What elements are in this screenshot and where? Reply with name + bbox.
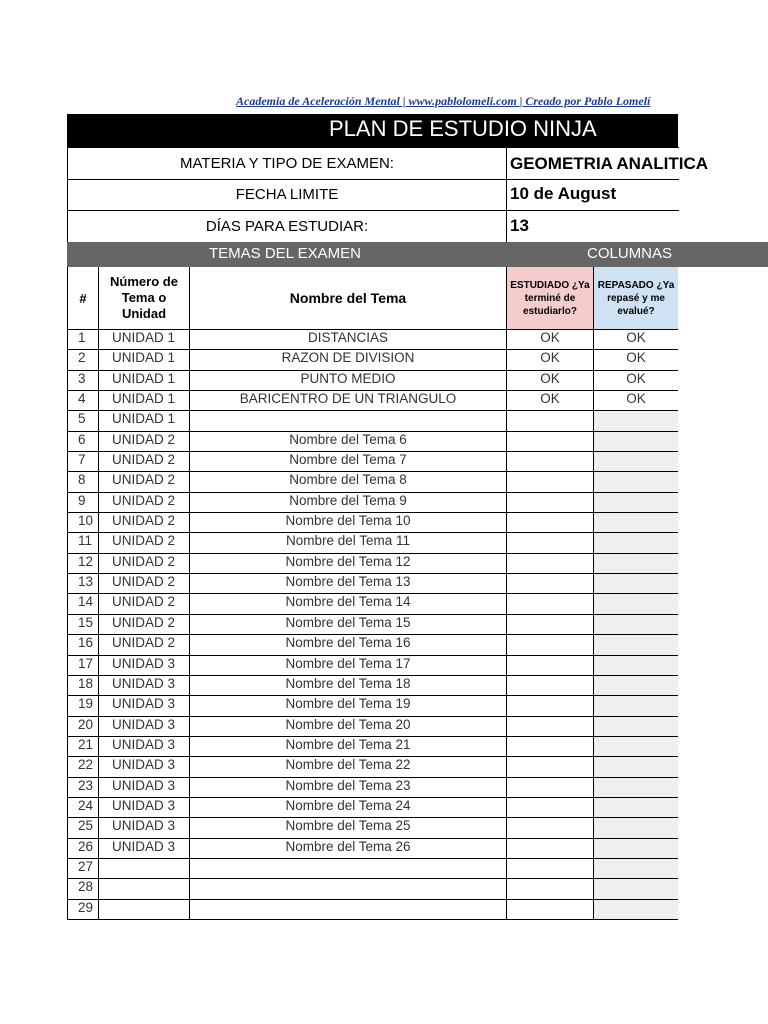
table-row bbox=[67, 371, 678, 391]
topic-name-cell[interactable]: Nombre del Tema 16 bbox=[189, 635, 506, 655]
page-title: PLAN DE ESTUDIO NINJA bbox=[329, 116, 597, 141]
unit-cell[interactable]: UNIDAD 2 bbox=[98, 554, 189, 574]
row-number[interactable]: 21 bbox=[67, 737, 98, 757]
fecha-value[interactable]: 10 de August bbox=[510, 184, 617, 203]
fecha-row bbox=[67, 178, 679, 211]
row-number[interactable]: 4 bbox=[67, 391, 98, 411]
unit-cell[interactable]: UNIDAD 1 bbox=[98, 371, 189, 391]
row-number[interactable]: 2 bbox=[67, 350, 98, 370]
table-row bbox=[67, 900, 678, 920]
table-row bbox=[67, 350, 678, 370]
row-number[interactable]: 10 bbox=[67, 513, 98, 533]
estudiado-cell[interactable] bbox=[506, 411, 593, 431]
topics-table-body bbox=[67, 330, 678, 920]
table-row bbox=[67, 737, 678, 757]
row-number[interactable]: 26 bbox=[67, 839, 98, 859]
estudiado-cell[interactable] bbox=[506, 717, 593, 737]
repasado-cell[interactable] bbox=[593, 574, 678, 594]
topic-name-cell[interactable]: Nombre del Tema 14 bbox=[189, 594, 506, 614]
table-row bbox=[67, 656, 678, 676]
unit-cell[interactable]: UNIDAD 3 bbox=[98, 676, 189, 696]
topic-name-cell[interactable]: Nombre del Tema 23 bbox=[189, 778, 506, 798]
topic-name-cell[interactable]: PUNTO MEDIO bbox=[189, 371, 506, 391]
unit-cell[interactable]: UNIDAD 1 bbox=[98, 350, 189, 370]
row-number[interactable]: 16 bbox=[67, 635, 98, 655]
table-row bbox=[67, 839, 678, 859]
unit-cell[interactable]: UNIDAD 1 bbox=[98, 411, 189, 431]
topic-name-cell[interactable]: RAZON DE DIVISION bbox=[189, 350, 506, 370]
estudiado-cell[interactable] bbox=[506, 635, 593, 655]
row-number[interactable]: 12 bbox=[67, 554, 98, 574]
estudiado-cell[interactable] bbox=[506, 513, 593, 533]
topic-name-cell[interactable]: Nombre del Tema 11 bbox=[189, 533, 506, 553]
estudiado-cell[interactable] bbox=[506, 900, 593, 920]
repasado-cell[interactable] bbox=[593, 879, 678, 899]
estudiado-cell[interactable] bbox=[506, 696, 593, 716]
credit-link[interactable]: Academia de Aceleración Mental | www.pablolomeli.com | Creado por Pablo Lomelí bbox=[236, 94, 651, 108]
repasado-cell[interactable] bbox=[593, 717, 678, 737]
repasado-cell[interactable] bbox=[593, 493, 678, 513]
section-temas: TEMAS DEL EXAMEN bbox=[209, 245, 361, 262]
repasado-cell[interactable] bbox=[593, 594, 678, 614]
topic-name-cell[interactable] bbox=[189, 859, 506, 879]
topic-name-cell[interactable]: DISTANCIAS bbox=[189, 330, 506, 350]
estudiado-cell[interactable] bbox=[506, 778, 593, 798]
repasado-cell[interactable]: OK bbox=[593, 350, 678, 370]
materia-row bbox=[67, 147, 709, 180]
table-row bbox=[67, 635, 678, 655]
unit-cell[interactable] bbox=[98, 900, 189, 920]
repasado-cell[interactable] bbox=[593, 900, 678, 920]
estudiado-cell[interactable] bbox=[506, 615, 593, 635]
unit-cell[interactable] bbox=[98, 879, 189, 899]
unit-cell[interactable]: UNIDAD 2 bbox=[98, 594, 189, 614]
topic-name-cell[interactable]: Nombre del Tema 7 bbox=[189, 452, 506, 472]
estudiado-cell[interactable]: OK bbox=[506, 371, 593, 391]
row-number[interactable]: 13 bbox=[67, 574, 98, 594]
header-topic-name: Nombre del Tema bbox=[189, 267, 506, 330]
table-row bbox=[67, 594, 678, 614]
table-row bbox=[67, 452, 678, 472]
topic-name-cell[interactable]: Nombre del Tema 10 bbox=[189, 513, 506, 533]
topic-name-cell[interactable]: Nombre del Tema 22 bbox=[189, 757, 506, 777]
table-row bbox=[67, 879, 678, 899]
topic-name-cell[interactable] bbox=[189, 411, 506, 431]
unit-cell[interactable]: UNIDAD 2 bbox=[98, 452, 189, 472]
estudiado-cell[interactable] bbox=[506, 594, 593, 614]
repasado-cell[interactable] bbox=[593, 513, 678, 533]
table-row bbox=[67, 757, 678, 777]
table-row bbox=[67, 411, 678, 431]
row-number[interactable]: 18 bbox=[67, 676, 98, 696]
row-number[interactable]: 28 bbox=[67, 879, 98, 899]
repasado-cell[interactable] bbox=[593, 818, 678, 838]
repasado-cell[interactable] bbox=[593, 432, 678, 452]
repasado-cell[interactable] bbox=[593, 472, 678, 492]
unit-cell[interactable] bbox=[98, 859, 189, 879]
repasado-cell[interactable] bbox=[593, 798, 678, 818]
estudiado-cell[interactable] bbox=[506, 574, 593, 594]
table-row bbox=[67, 432, 678, 452]
row-number[interactable]: 9 bbox=[67, 493, 98, 513]
row-number[interactable]: 14 bbox=[67, 594, 98, 614]
estudiado-cell[interactable] bbox=[506, 452, 593, 472]
estudiado-cell[interactable] bbox=[506, 757, 593, 777]
row-number[interactable]: 3 bbox=[67, 371, 98, 391]
topic-name-cell[interactable]: Nombre del Tema 26 bbox=[189, 839, 506, 859]
repasado-cell[interactable] bbox=[593, 778, 678, 798]
topic-name-cell[interactable]: Nombre del Tema 8 bbox=[189, 472, 506, 492]
table-row bbox=[67, 472, 678, 492]
table-row bbox=[67, 533, 678, 553]
dias-value[interactable]: 13 bbox=[510, 216, 529, 235]
repasado-cell[interactable] bbox=[593, 635, 678, 655]
topic-name-cell[interactable]: Nombre del Tema 21 bbox=[189, 737, 506, 757]
repasado-cell[interactable]: OK bbox=[593, 371, 678, 391]
row-number[interactable]: 7 bbox=[67, 452, 98, 472]
estudiado-cell[interactable] bbox=[506, 879, 593, 899]
repasado-cell[interactable] bbox=[593, 656, 678, 676]
table-row bbox=[67, 615, 678, 635]
estudiado-cell[interactable] bbox=[506, 798, 593, 818]
materia-value[interactable]: GEOMETRIA ANALITICA bbox=[510, 153, 709, 173]
topic-name-cell[interactable]: Nombre del Tema 20 bbox=[189, 717, 506, 737]
row-number[interactable]: 5 bbox=[67, 411, 98, 431]
row-number[interactable]: 27 bbox=[67, 859, 98, 879]
title-bar bbox=[67, 114, 678, 147]
table-row bbox=[67, 554, 678, 574]
unit-cell[interactable]: UNIDAD 2 bbox=[98, 432, 189, 452]
table-row bbox=[67, 818, 678, 838]
unit-cell[interactable]: UNIDAD 2 bbox=[98, 574, 189, 594]
topic-name-cell[interactable]: Nombre del Tema 15 bbox=[189, 615, 506, 635]
topic-name-cell[interactable]: Nombre del Tema 9 bbox=[189, 493, 506, 513]
repasado-cell[interactable] bbox=[593, 859, 678, 879]
table-row bbox=[67, 493, 678, 513]
repasado-cell[interactable] bbox=[593, 452, 678, 472]
repasado-cell[interactable]: OK bbox=[593, 330, 678, 350]
unit-cell[interactable]: UNIDAD 3 bbox=[98, 717, 189, 737]
table-row bbox=[67, 391, 678, 411]
topic-name-cell[interactable]: Nombre del Tema 18 bbox=[189, 676, 506, 696]
repasado-cell[interactable] bbox=[593, 411, 678, 431]
unit-cell[interactable]: UNIDAD 3 bbox=[98, 798, 189, 818]
table-row bbox=[67, 574, 678, 594]
estudiado-cell[interactable] bbox=[506, 839, 593, 859]
row-number[interactable]: 23 bbox=[67, 778, 98, 798]
row-number[interactable]: 1 bbox=[67, 330, 98, 350]
unit-cell[interactable]: UNIDAD 3 bbox=[98, 696, 189, 716]
section-header-bar bbox=[67, 242, 768, 267]
unit-cell[interactable]: UNIDAD 2 bbox=[98, 533, 189, 553]
repasado-cell[interactable] bbox=[593, 676, 678, 696]
repasado-cell[interactable] bbox=[593, 757, 678, 777]
topic-name-cell[interactable] bbox=[189, 879, 506, 899]
row-number[interactable]: 8 bbox=[67, 472, 98, 492]
row-number[interactable]: 29 bbox=[67, 900, 98, 920]
row-number[interactable]: 24 bbox=[67, 798, 98, 818]
topic-name-cell[interactable]: Nombre del Tema 6 bbox=[189, 432, 506, 452]
unit-cell[interactable]: UNIDAD 3 bbox=[98, 778, 189, 798]
section-columnas: COLUMNAS bbox=[587, 245, 673, 262]
estudiado-cell[interactable] bbox=[506, 737, 593, 757]
table-row bbox=[67, 330, 678, 350]
dias-label: DÍAS PARA ESTUDIAR: bbox=[68, 210, 507, 242]
topic-name-cell[interactable]: Nombre del Tema 17 bbox=[189, 656, 506, 676]
table-row bbox=[67, 513, 678, 533]
estudiado-cell[interactable] bbox=[506, 472, 593, 492]
estudiado-cell[interactable] bbox=[506, 533, 593, 553]
header-estudiado: ESTUDIADO ¿Ya terminé de estudiarlo? bbox=[506, 267, 593, 330]
topic-name-cell[interactable]: Nombre del Tema 19 bbox=[189, 696, 506, 716]
topic-name-cell[interactable] bbox=[189, 900, 506, 920]
unit-cell[interactable]: UNIDAD 3 bbox=[98, 757, 189, 777]
repasado-cell[interactable] bbox=[593, 533, 678, 553]
estudiado-cell[interactable] bbox=[506, 432, 593, 452]
row-number[interactable]: 25 bbox=[67, 818, 98, 838]
topic-name-cell[interactable]: BARICENTRO DE UN TRIANGULO bbox=[189, 391, 506, 411]
table-row bbox=[67, 859, 678, 879]
unit-cell[interactable]: UNIDAD 1 bbox=[98, 330, 189, 350]
header-number: # bbox=[67, 267, 98, 330]
header-repasado: REPASADO ¿Ya repasé y me evalué? bbox=[593, 267, 678, 330]
table-row bbox=[67, 798, 678, 818]
repasado-cell[interactable] bbox=[593, 839, 678, 859]
repasado-cell[interactable] bbox=[593, 554, 678, 574]
repasado-cell[interactable] bbox=[593, 615, 678, 635]
estudiado-cell[interactable] bbox=[506, 656, 593, 676]
estudiado-cell[interactable]: OK bbox=[506, 330, 593, 350]
estudiado-cell[interactable]: OK bbox=[506, 391, 593, 411]
row-number[interactable]: 17 bbox=[67, 656, 98, 676]
unit-cell[interactable]: UNIDAD 2 bbox=[98, 493, 189, 513]
dias-row bbox=[67, 210, 679, 242]
table-row bbox=[67, 696, 678, 716]
materia-label: MATERIA Y TIPO DE EXAMEN: bbox=[68, 148, 507, 179]
fecha-label: FECHA LIMITE bbox=[68, 178, 507, 210]
table-header bbox=[67, 267, 678, 330]
unit-cell[interactable]: UNIDAD 3 bbox=[98, 656, 189, 676]
row-number[interactable]: 6 bbox=[67, 432, 98, 452]
header-unit: Número de Tema o Unidad bbox=[98, 267, 189, 330]
estudiado-cell[interactable] bbox=[506, 554, 593, 574]
topic-name-cell[interactable]: Nombre del Tema 24 bbox=[189, 798, 506, 818]
unit-cell[interactable]: UNIDAD 2 bbox=[98, 472, 189, 492]
unit-cell[interactable]: UNIDAD 2 bbox=[98, 513, 189, 533]
row-number[interactable]: 15 bbox=[67, 615, 98, 635]
row-number[interactable]: 20 bbox=[67, 717, 98, 737]
row-number[interactable]: 19 bbox=[67, 696, 98, 716]
unit-cell[interactable]: UNIDAD 3 bbox=[98, 839, 189, 859]
repasado-cell[interactable]: OK bbox=[593, 391, 678, 411]
topic-name-cell[interactable]: Nombre del Tema 13 bbox=[189, 574, 506, 594]
unit-cell[interactable]: UNIDAD 2 bbox=[98, 615, 189, 635]
topic-name-cell[interactable]: Nombre del Tema 25 bbox=[189, 818, 506, 838]
estudiado-cell[interactable] bbox=[506, 493, 593, 513]
row-number[interactable]: 22 bbox=[67, 757, 98, 777]
repasado-cell[interactable] bbox=[593, 696, 678, 716]
repasado-cell[interactable] bbox=[593, 737, 678, 757]
unit-cell[interactable]: UNIDAD 3 bbox=[98, 818, 189, 838]
table-row bbox=[67, 676, 678, 696]
unit-cell[interactable]: UNIDAD 1 bbox=[98, 391, 189, 411]
estudiado-cell[interactable]: OK bbox=[506, 350, 593, 370]
unit-cell[interactable]: UNIDAD 3 bbox=[98, 737, 189, 757]
estudiado-cell[interactable] bbox=[506, 676, 593, 696]
topic-name-cell[interactable]: Nombre del Tema 12 bbox=[189, 554, 506, 574]
table-row bbox=[67, 778, 678, 798]
estudiado-cell[interactable] bbox=[506, 818, 593, 838]
estudiado-cell[interactable] bbox=[506, 859, 593, 879]
table-row bbox=[67, 717, 678, 737]
unit-cell[interactable]: UNIDAD 2 bbox=[98, 635, 189, 655]
row-number[interactable]: 11 bbox=[67, 533, 98, 553]
